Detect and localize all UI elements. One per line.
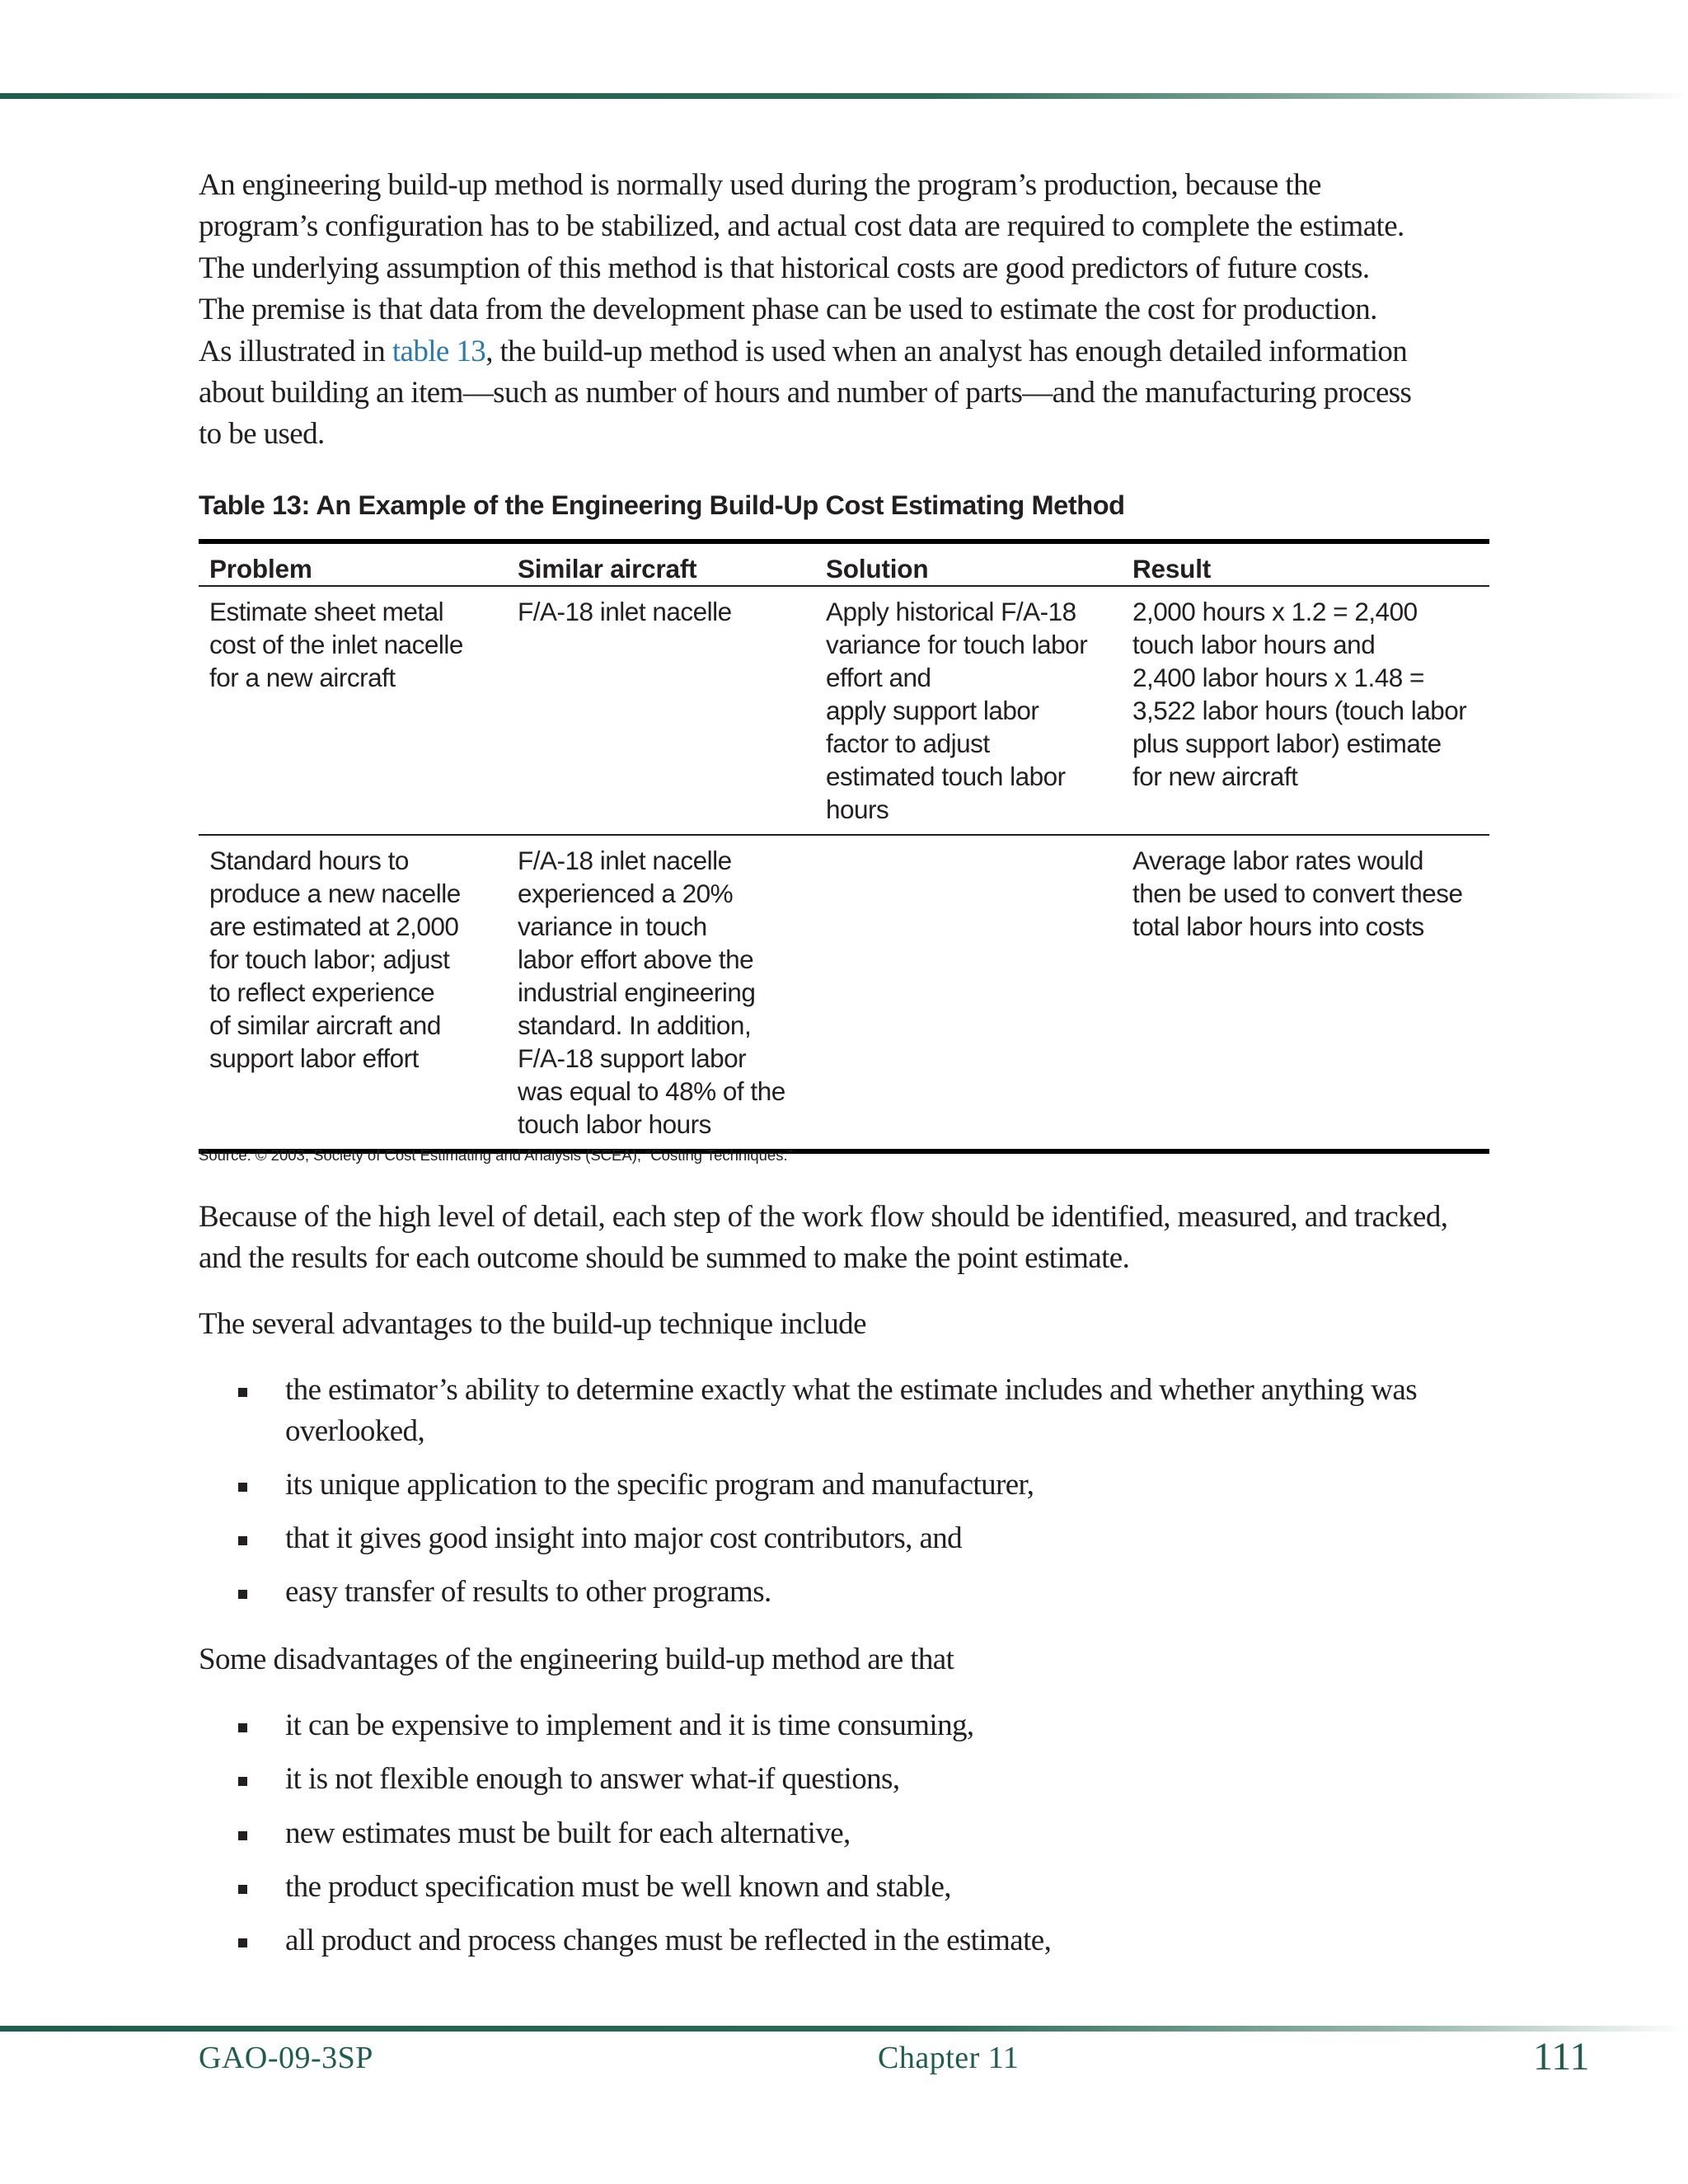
cell-similar-aircraft [507,586,815,835]
cell-line: F/A-18 inlet nacelle [518,846,732,875]
bullet-square-icon [238,1388,247,1397]
footer-chapter: Chapter 11 [878,2041,1020,2075]
detail-line: and the results for each outcome should be summed to make the point estimate. [199,1241,1130,1276]
cell-line: 3,522 labor hours (touch labor [1132,696,1467,725]
list-item-text: that it gives good insight into major cost contributors, and [285,1521,963,1555]
list-item-text: it can be expensive to implement and it is time consuming, [285,1708,974,1742]
list-item [199,1465,1493,1506]
column-header-problem: Problem [199,541,507,586]
column-header-result: Result [1122,541,1489,586]
cell-line: was equal to 48% of the [518,1076,785,1106]
list-item-text: it is not flexible enough to answer what-if questions, [285,1762,900,1796]
table-row [199,586,1489,835]
cell-line: then be used to convert these [1132,879,1463,908]
list-item-text: the estimator’s ability to determine exactly what the estimate includes and whether anything was overlooked, [285,1373,1417,1449]
cell-line: total labor hours into costs [1132,912,1424,941]
bullet-square-icon [238,1831,247,1840]
cell-problem [199,586,507,835]
bullet-square-icon [238,1536,247,1545]
bullet-square-icon [238,1483,247,1492]
column-header-similar-aircraft: Similar aircraft [507,541,815,586]
cell-line: labor effort above the [518,944,754,974]
page-number: 111 [1533,2035,1590,2079]
intro-paragraph [199,165,1493,456]
cell-line: Standard hours to [209,846,409,875]
cell-line: touch labor hours and [1132,630,1376,659]
bullet-square-icon [238,1590,247,1599]
cell-line: produce a new nacelle [209,879,461,908]
cell-solution [815,835,1122,1151]
cell-line: Apply historical F/A-18 [826,597,1076,626]
cell-line: variance in touch [518,912,707,941]
cell-line: experienced a 20% [518,879,734,908]
cell-problem [199,835,507,1151]
cell-result [1122,835,1489,1151]
cell-line: cost of the inlet nacelle [209,630,463,659]
cell-similar-aircraft [507,835,815,1151]
intro-line: An engineering build-up method is normally used during the program’s production, because the [199,168,1321,202]
intro-line: program’s configuration has to be stabilized, and actual cost data are required to complete the estimate. [199,209,1404,244]
list-item-text: new estimates must be built for each alternative, [285,1816,851,1850]
cell-line: estimated touch labor [826,762,1066,791]
cell-line: Average labor rates would [1132,846,1423,875]
bullet-square-icon [238,1723,247,1732]
list-item-text: the product specification must be well known and stable, [285,1870,951,1904]
column-header-solution: Solution [815,541,1122,586]
cell-line: factor to adjust [826,729,990,758]
cell-line: standard. In addition, [518,1010,752,1040]
cell-line: effort and [826,663,931,692]
list-item [199,1759,1493,1800]
table-source-note: Source: © 2003, Society of Cost Estimating and Analysis (SCEA), “Costing Techniques.” [199,1146,793,1164]
cell-line: F/A-18 inlet nacelle [518,597,732,626]
list-item [199,1920,1493,1961]
cell-line: variance for touch labor [826,630,1088,659]
intro-line: As illustrated in [199,334,392,368]
bullet-square-icon [238,1885,247,1894]
cell-line: Estimate sheet metal [209,597,444,626]
list-item [199,1370,1493,1453]
cell-line: apply support labor [826,696,1039,725]
table-title: Table 13: An Example of the Engineering Build-Up Cost Estimating Method [199,490,1125,520]
intro-line: The underlying assumption of this method is that historical costs are good predictors of future costs. [199,251,1370,285]
list-item-text: easy transfer of results to other programs. [285,1575,771,1609]
cell-line: touch labor hours [518,1109,711,1139]
cell-line: to reflect experience [209,977,435,1007]
list-item-text: its unique application to the specific program and manufacturer, [285,1468,1034,1502]
disadvantages-intro: Some disadvantages of the engineering build-up method are that [199,1643,954,1676]
detail-paragraph [199,1197,1493,1280]
intro-line: , the build-up method is used when an analyst has enough detailed information [485,334,1408,368]
cost-estimating-table [199,539,1489,1154]
table-row [199,835,1489,1151]
cell-line: industrial engineering [518,977,756,1007]
list-item [199,1867,1493,1908]
cell-line: plus support labor) estimate [1132,729,1442,758]
table-header-row [199,541,1489,586]
cell-line: support labor effort [209,1043,419,1073]
intro-line: about building an item—such as number of hours and number of parts—and the manufacturing process [199,376,1412,410]
bullet-square-icon [238,1777,247,1786]
table-13-link[interactable]: table 13 [392,334,486,368]
intro-line: The premise is that data from the development phase can be used to estimate the cost for production. [199,293,1377,327]
header-rule [0,93,1688,99]
cell-line: for new aircraft [1132,762,1298,791]
cell-line: of similar aircraft and [209,1010,441,1040]
list-item [199,1705,1493,1746]
cell-line: F/A-18 support labor [518,1043,747,1073]
cell-line: hours [826,794,889,824]
cell-line: are estimated at 2,000 [209,912,459,941]
intro-line: to be used. [199,417,325,452]
footer-rule [0,2026,1688,2032]
cell-solution [815,586,1122,835]
list-item [199,1813,1493,1854]
cell-line: 2,400 labor hours x 1.48 = [1132,663,1424,692]
detail-line: Because of the high level of detail, each step of the work flow should be identified, measured, and tracked, [199,1200,1448,1234]
cell-line: for a new aircraft [209,663,396,692]
list-item [199,1518,1493,1559]
cell-result [1122,586,1489,835]
list-item-text: all product and process changes must be reflected in the estimate, [285,1924,1052,1957]
cell-line: for touch labor; adjust [209,944,450,974]
footer-document-id: GAO-09-3SP [199,2041,373,2075]
advantages-intro: The several advantages to the build-up technique include [199,1307,866,1341]
bullet-square-icon [238,1938,247,1947]
cell-line: 2,000 hours x 1.2 = 2,400 [1132,597,1418,626]
list-item [199,1572,1493,1613]
